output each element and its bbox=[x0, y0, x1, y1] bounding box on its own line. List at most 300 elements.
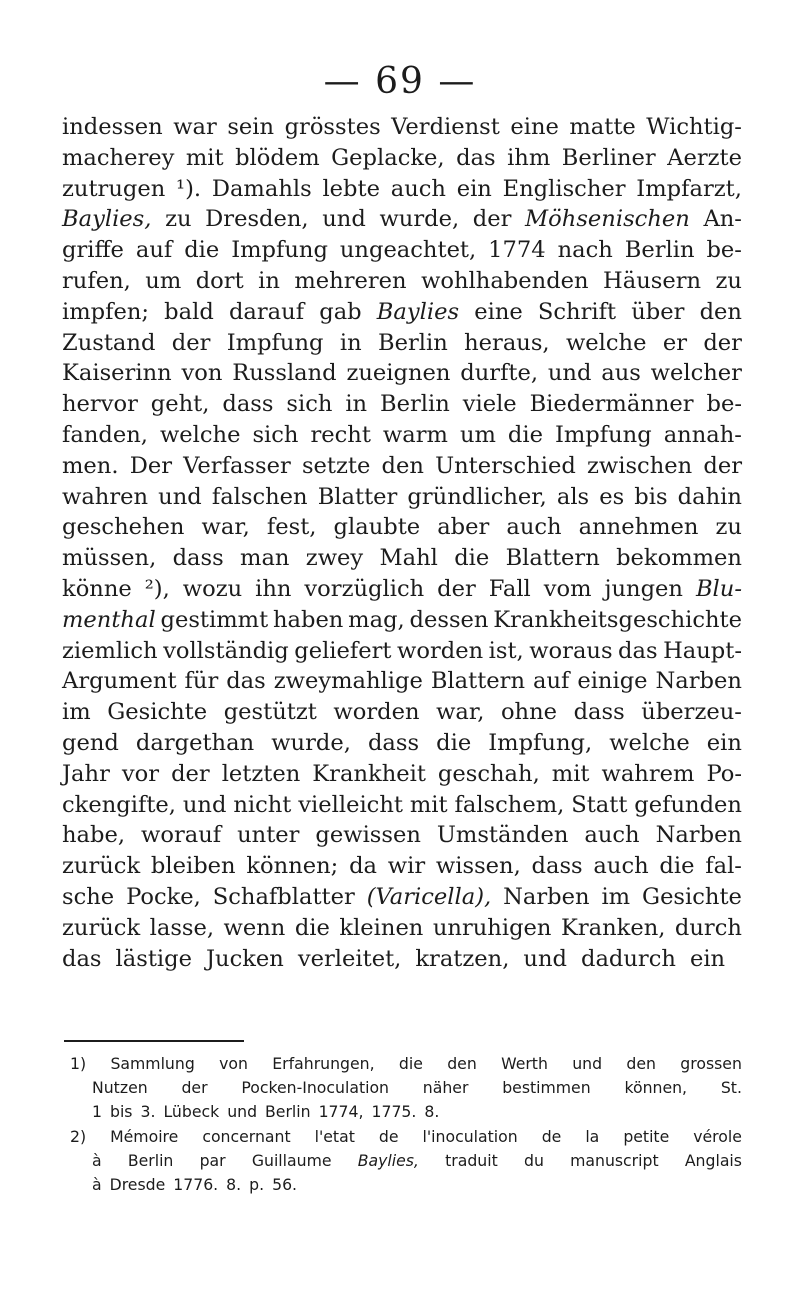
word: woraus bbox=[529, 637, 613, 664]
word: zu bbox=[165, 206, 192, 233]
word: und bbox=[547, 360, 592, 387]
word: in bbox=[339, 329, 362, 356]
word: ihn bbox=[255, 575, 292, 602]
word: Blattern bbox=[430, 668, 525, 695]
word: auch bbox=[593, 853, 649, 880]
word: rufen, bbox=[62, 267, 131, 294]
word: manuscript bbox=[570, 1150, 659, 1170]
text-line bbox=[62, 636, 742, 667]
word: Englischer bbox=[502, 175, 626, 202]
text-line bbox=[62, 697, 742, 728]
word: Damahls bbox=[211, 175, 312, 202]
word: der bbox=[703, 329, 742, 356]
text-line bbox=[62, 666, 742, 697]
word: habe, bbox=[62, 822, 126, 849]
word: welche bbox=[609, 729, 690, 756]
word: Impfarzt, bbox=[636, 175, 742, 202]
word: geschehen bbox=[62, 514, 185, 541]
word: hervor bbox=[62, 391, 138, 418]
word: men. bbox=[62, 452, 119, 479]
word: ein bbox=[706, 729, 742, 756]
word: können, bbox=[624, 1078, 688, 1098]
word: macherey bbox=[62, 144, 175, 171]
text-line bbox=[62, 512, 742, 543]
word: die bbox=[294, 914, 330, 941]
footnote-line bbox=[70, 1052, 742, 1076]
word: aber bbox=[437, 514, 490, 541]
word: Argument bbox=[62, 668, 177, 695]
word: auch bbox=[584, 822, 640, 849]
word: Narben bbox=[503, 883, 590, 910]
word: 3. bbox=[140, 1102, 156, 1122]
word: zu bbox=[715, 514, 742, 541]
word: für bbox=[184, 668, 219, 695]
word: be- bbox=[706, 237, 742, 264]
word: mit bbox=[185, 144, 224, 171]
word: auch bbox=[390, 175, 446, 202]
word: die bbox=[398, 1054, 423, 1073]
word: gewissen bbox=[315, 822, 421, 849]
word: dass bbox=[367, 729, 420, 756]
word: fanden, bbox=[62, 421, 148, 448]
word: Impfung bbox=[226, 329, 324, 356]
word: im bbox=[62, 699, 91, 726]
footnote-line bbox=[70, 1125, 742, 1149]
word: Biedermänner bbox=[529, 391, 694, 418]
word: Impfung, bbox=[488, 729, 593, 756]
word: Po- bbox=[706, 760, 742, 787]
word: recht bbox=[310, 421, 371, 448]
word: du bbox=[523, 1150, 544, 1170]
word: bald bbox=[164, 298, 214, 325]
word: mit bbox=[551, 760, 590, 787]
word: grossen bbox=[680, 1054, 742, 1073]
word: vor bbox=[121, 760, 160, 787]
word: fal- bbox=[705, 853, 742, 880]
word: Fall bbox=[488, 575, 531, 602]
word: Gesichte bbox=[107, 699, 208, 726]
word: l'inoculation bbox=[422, 1126, 518, 1146]
word: mehreren bbox=[294, 267, 407, 294]
text-line bbox=[62, 451, 742, 482]
word: warm bbox=[382, 421, 448, 448]
word: den bbox=[447, 1054, 477, 1073]
text-line bbox=[62, 605, 742, 636]
word: 8. bbox=[424, 1102, 440, 1122]
word: dass bbox=[573, 699, 625, 726]
word: kratzen, bbox=[415, 945, 510, 972]
word: fest, bbox=[266, 514, 317, 541]
word: bestimmen bbox=[502, 1078, 591, 1098]
word: welcher bbox=[650, 360, 742, 387]
word: Möhsenischen bbox=[525, 206, 690, 233]
text-line bbox=[62, 235, 742, 266]
word: Berlin bbox=[380, 391, 450, 418]
word: ²), bbox=[144, 575, 170, 602]
word: durch bbox=[674, 914, 742, 941]
word: Pocke, bbox=[126, 883, 201, 910]
word: Berlin bbox=[265, 1102, 311, 1122]
word: wir bbox=[387, 853, 426, 880]
word: auf bbox=[135, 237, 173, 264]
word: Jucken bbox=[205, 945, 284, 972]
word: Haupt- bbox=[663, 637, 742, 664]
word: auch bbox=[506, 514, 562, 541]
word: Dresden, bbox=[205, 206, 309, 233]
word: gend bbox=[62, 729, 119, 756]
word: 1774, bbox=[318, 1102, 364, 1122]
word: Jahr bbox=[62, 760, 110, 787]
word: in bbox=[258, 267, 280, 294]
text-line bbox=[62, 389, 742, 420]
word: war, bbox=[201, 514, 250, 541]
word: grösstes bbox=[284, 114, 381, 140]
word: und bbox=[182, 791, 227, 818]
word: menthal bbox=[62, 606, 156, 633]
word: Unterschied bbox=[435, 452, 576, 479]
text-line bbox=[62, 790, 742, 821]
word: Kaiserinn bbox=[62, 360, 172, 387]
word: 1) bbox=[70, 1054, 87, 1073]
text-line bbox=[62, 759, 742, 790]
text-line bbox=[62, 174, 742, 205]
word: worden bbox=[397, 637, 484, 664]
word: 2) bbox=[70, 1126, 87, 1146]
word: auf bbox=[532, 668, 570, 695]
word: gründlicher, bbox=[407, 483, 547, 510]
text-line bbox=[62, 420, 742, 451]
word: 56. bbox=[272, 1174, 298, 1194]
word: das bbox=[618, 637, 658, 664]
word: Werth bbox=[501, 1054, 548, 1073]
word: dass bbox=[531, 853, 583, 880]
word: geschah, bbox=[437, 760, 540, 787]
word: Berliner bbox=[561, 144, 656, 171]
body-text bbox=[62, 112, 742, 974]
word: war, bbox=[436, 699, 485, 726]
word: Häusern bbox=[603, 267, 702, 294]
word: der bbox=[437, 575, 476, 602]
word: Narben bbox=[655, 668, 742, 695]
word: da bbox=[349, 853, 377, 880]
word: vom bbox=[543, 575, 592, 602]
word: Mémoire bbox=[110, 1126, 179, 1146]
word: mit bbox=[409, 791, 448, 818]
word: dargethan bbox=[135, 729, 255, 756]
word: können; bbox=[246, 853, 339, 880]
word: ungeachtet, bbox=[339, 237, 477, 264]
word: dass bbox=[222, 391, 274, 418]
word: la bbox=[585, 1126, 600, 1146]
word: es bbox=[599, 483, 625, 510]
word: matte bbox=[569, 114, 636, 140]
word: die bbox=[507, 421, 543, 448]
word: traduit bbox=[445, 1150, 498, 1170]
text-line bbox=[62, 574, 742, 605]
word: darauf bbox=[228, 298, 305, 325]
word: geliefert bbox=[294, 637, 392, 664]
word: den bbox=[626, 1054, 656, 1073]
word: im bbox=[601, 883, 631, 910]
word: als bbox=[556, 483, 590, 510]
word: Dresde bbox=[109, 1174, 166, 1194]
text-line bbox=[62, 882, 742, 913]
word: und bbox=[572, 1054, 603, 1073]
word: Schafblatter bbox=[212, 883, 355, 910]
word: concernant bbox=[202, 1126, 291, 1146]
word: zwischen bbox=[586, 452, 693, 479]
word: impfen; bbox=[62, 298, 150, 325]
text-line bbox=[62, 851, 742, 882]
word: bekommen bbox=[616, 545, 742, 572]
word: annah- bbox=[663, 421, 742, 448]
text-line bbox=[62, 204, 742, 235]
word: bis bbox=[109, 1102, 133, 1122]
word: Russland bbox=[232, 360, 337, 387]
word: Schrift bbox=[537, 298, 617, 325]
word: be- bbox=[706, 391, 742, 418]
word: den bbox=[699, 298, 742, 325]
word: ckengifte, bbox=[62, 791, 176, 818]
word: vollständig bbox=[163, 637, 289, 664]
word: dass bbox=[172, 545, 224, 572]
word: überzeu- bbox=[641, 699, 742, 726]
word: à bbox=[92, 1174, 102, 1194]
word: der bbox=[171, 760, 210, 787]
word: 1774 bbox=[488, 237, 546, 264]
text-line bbox=[62, 482, 742, 513]
word: unruhigen bbox=[432, 914, 552, 941]
word: Blatter bbox=[317, 483, 398, 510]
footnotes bbox=[70, 1052, 742, 1197]
word: 1 bbox=[92, 1102, 102, 1122]
word: um bbox=[145, 267, 182, 294]
word: ¹). bbox=[176, 175, 202, 202]
word: vérole bbox=[693, 1126, 742, 1146]
text-line bbox=[62, 112, 742, 143]
word: setzte bbox=[301, 452, 371, 479]
word: wurde, bbox=[379, 206, 460, 233]
word: wurde, bbox=[271, 729, 351, 756]
word: Anglais bbox=[684, 1150, 742, 1170]
word: die bbox=[659, 853, 695, 880]
word: Aerzte bbox=[667, 144, 742, 171]
text-line bbox=[62, 297, 742, 328]
word: über bbox=[631, 298, 685, 325]
word: viele bbox=[462, 391, 517, 418]
word: zwey bbox=[305, 545, 364, 572]
word: Pocken-Inoculation bbox=[241, 1078, 389, 1098]
word: er bbox=[662, 329, 687, 356]
word: eine bbox=[474, 298, 523, 325]
word: jungen bbox=[604, 575, 683, 602]
word: wenn bbox=[223, 914, 286, 941]
text-line bbox=[62, 266, 742, 297]
word: Gesichte bbox=[642, 883, 742, 910]
word: wahrem bbox=[601, 760, 695, 787]
word: Narben bbox=[655, 822, 742, 849]
footnote-line bbox=[70, 1100, 742, 1124]
word: der bbox=[171, 329, 211, 356]
word: An- bbox=[703, 206, 742, 233]
word: annehmen bbox=[578, 514, 699, 541]
word: de bbox=[541, 1126, 562, 1146]
word: sein bbox=[227, 114, 275, 140]
word: der bbox=[703, 452, 742, 479]
word: in bbox=[345, 391, 368, 418]
word: letzten bbox=[221, 760, 301, 787]
word: von bbox=[181, 360, 223, 387]
word: Berlin bbox=[127, 1150, 174, 1170]
word: verleitet, bbox=[297, 945, 402, 972]
word: Berlin bbox=[377, 329, 448, 356]
word: lebte bbox=[322, 175, 380, 202]
word: die bbox=[454, 545, 490, 572]
word: durfte, bbox=[460, 360, 539, 387]
word: Baylies, bbox=[357, 1150, 419, 1170]
word: Mahl bbox=[379, 545, 438, 572]
word: Zustand bbox=[62, 329, 156, 356]
word: sche bbox=[62, 883, 115, 910]
word: Umständen bbox=[436, 822, 569, 849]
word: welche bbox=[565, 329, 647, 356]
word: Baylies bbox=[376, 298, 460, 325]
word: Krankheit bbox=[312, 760, 426, 787]
footnote-line bbox=[70, 1076, 742, 1100]
word: 8. bbox=[226, 1174, 242, 1194]
word: lästige bbox=[115, 945, 192, 972]
word: Baylies, bbox=[62, 206, 152, 233]
word: der bbox=[472, 206, 512, 233]
word: zutrugen bbox=[62, 175, 166, 202]
word: blödem bbox=[235, 144, 320, 171]
word: haben bbox=[272, 606, 344, 633]
word: bleiben bbox=[150, 853, 236, 880]
word: vielleicht bbox=[298, 791, 403, 818]
word: sich bbox=[286, 391, 333, 418]
word: gestützt bbox=[223, 699, 317, 726]
word: 1776. bbox=[173, 1174, 219, 1194]
word: und bbox=[158, 483, 202, 510]
word: ihm bbox=[507, 144, 551, 171]
word: war bbox=[173, 114, 217, 140]
word: Guillaume bbox=[251, 1150, 332, 1170]
word: Impfung bbox=[231, 237, 328, 264]
word: zueignen bbox=[346, 360, 451, 387]
word: eine bbox=[510, 114, 559, 140]
word: gab bbox=[319, 298, 362, 325]
word: Kranken, bbox=[560, 914, 666, 941]
word: bis bbox=[634, 483, 668, 510]
text-line bbox=[62, 820, 742, 851]
word: Statt bbox=[571, 791, 628, 818]
word: ein bbox=[689, 945, 726, 972]
word: dahin bbox=[677, 483, 742, 510]
word: (Varicella), bbox=[366, 883, 492, 910]
text-line bbox=[62, 728, 742, 759]
word: 1775. bbox=[371, 1102, 417, 1122]
word: l'etat bbox=[314, 1126, 355, 1146]
word: dessen bbox=[409, 606, 489, 633]
word: das bbox=[226, 668, 266, 695]
word: falschen bbox=[211, 483, 308, 510]
word: Erfahrungen, bbox=[272, 1054, 375, 1073]
word: könne bbox=[62, 575, 132, 602]
word: ist, bbox=[488, 637, 524, 664]
word: Berlin bbox=[624, 237, 695, 264]
word: gefunden bbox=[634, 791, 742, 818]
word: geht, bbox=[150, 391, 210, 418]
word: um bbox=[459, 421, 496, 448]
word: einige bbox=[577, 668, 648, 695]
word: Der bbox=[129, 452, 172, 479]
word: zu bbox=[715, 267, 742, 294]
word: zurück bbox=[62, 914, 141, 941]
word: petite bbox=[623, 1126, 670, 1146]
word: von bbox=[219, 1054, 248, 1073]
word: falschem, bbox=[454, 791, 565, 818]
word: worauf bbox=[141, 822, 222, 849]
word: aus bbox=[601, 360, 641, 387]
word: die bbox=[436, 729, 472, 756]
word: gestimmt bbox=[160, 606, 269, 633]
text-line bbox=[62, 358, 742, 389]
word: nach bbox=[557, 237, 613, 264]
word: zweymahlige bbox=[273, 668, 423, 695]
word: ein bbox=[456, 175, 492, 202]
page-number: — 69 — bbox=[323, 61, 477, 102]
word: Verdienst bbox=[391, 114, 500, 140]
word: Krankheitsgeschichte bbox=[493, 606, 742, 633]
word: Lübeck bbox=[163, 1102, 220, 1122]
word: näher bbox=[422, 1078, 469, 1098]
word: Wichtig- bbox=[646, 114, 742, 140]
word: dort bbox=[195, 267, 244, 294]
word: wahren bbox=[62, 483, 149, 510]
word: und bbox=[322, 206, 366, 233]
word: zurück bbox=[62, 853, 141, 880]
word: par bbox=[199, 1150, 226, 1170]
text-line bbox=[62, 328, 742, 359]
word: dadurch bbox=[580, 945, 676, 972]
text-line bbox=[62, 913, 742, 944]
word: Sammlung bbox=[110, 1054, 195, 1073]
footnote-line bbox=[70, 1173, 742, 1197]
word: St. bbox=[720, 1078, 742, 1098]
word: griffe bbox=[62, 237, 124, 264]
word: à bbox=[92, 1150, 102, 1170]
word: vorzüglich bbox=[304, 575, 425, 602]
word: Geplacke, bbox=[331, 144, 445, 171]
footnote-divider bbox=[64, 1040, 244, 1042]
word: worden bbox=[333, 699, 420, 726]
word: und bbox=[523, 945, 567, 972]
word: Blattern bbox=[505, 545, 600, 572]
word: Impfung bbox=[554, 421, 652, 448]
word: lasse, bbox=[149, 914, 215, 941]
word: Nutzen bbox=[92, 1078, 148, 1098]
word: p. bbox=[249, 1174, 265, 1194]
word: Blu- bbox=[695, 575, 742, 602]
word: unter bbox=[237, 822, 300, 849]
word: glaubte bbox=[333, 514, 421, 541]
word: das bbox=[62, 945, 102, 972]
word: ziemlich bbox=[62, 637, 158, 664]
word: mag, bbox=[348, 606, 405, 633]
word: die bbox=[184, 237, 220, 264]
word: nicht bbox=[233, 791, 292, 818]
word: de bbox=[378, 1126, 399, 1146]
